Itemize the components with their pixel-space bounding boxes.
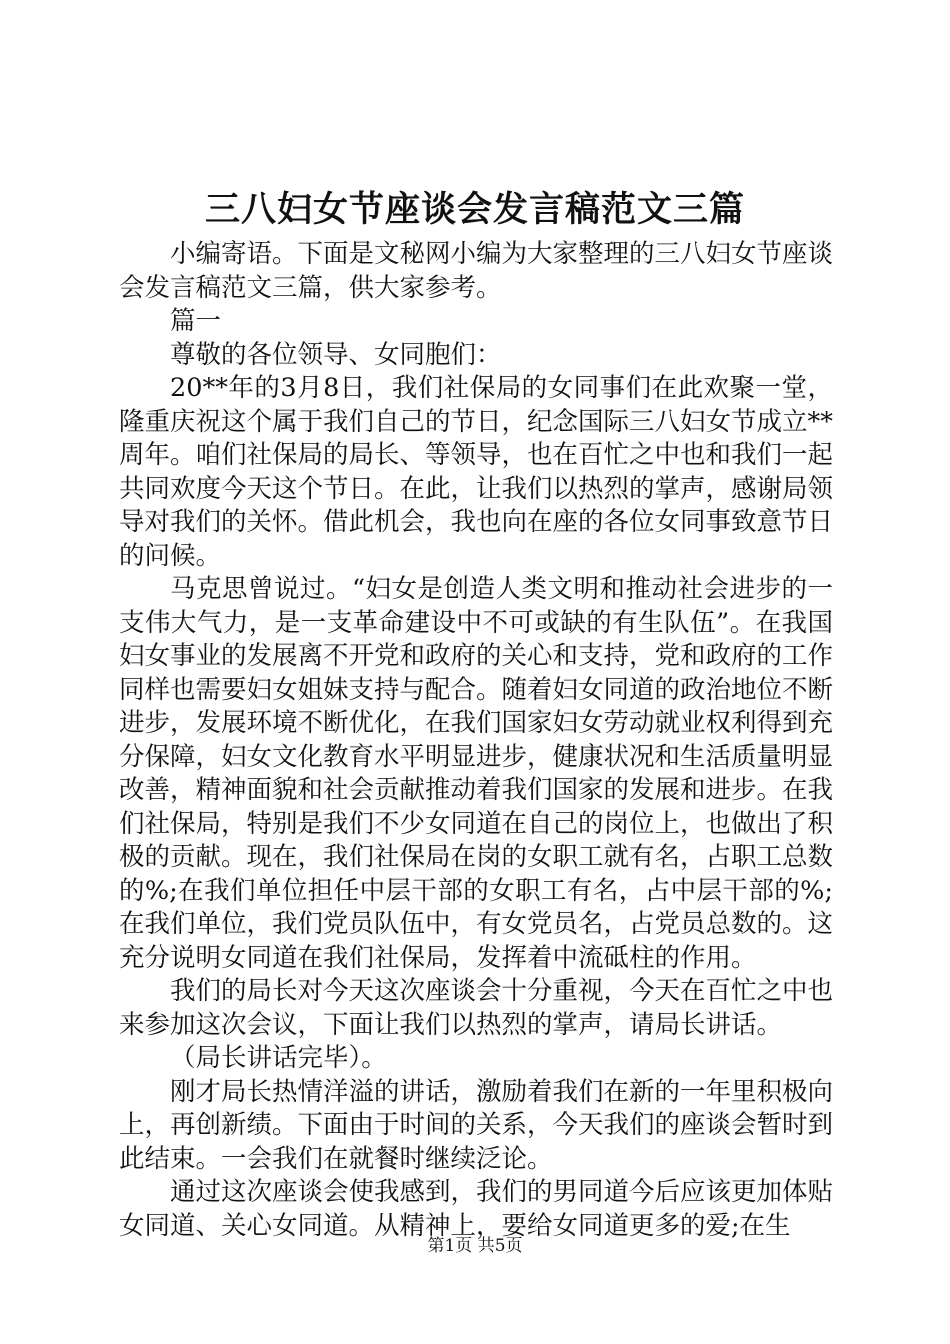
document-title: 三八妇女节座谈会发言稿范文三篇 xyxy=(204,189,745,230)
paragraph-stage-note: （局长讲话完毕）。 xyxy=(170,1043,387,1073)
paragraph-body: 马克思曾说过。“妇女是创造人类文明和推动社会进步的一支伟大气力，是一支革命建设中不可或缺的有生队伍”。在我国妇女事业的发展离不开党和政府的关心和支持，党和政府的工作同样也需要妇女姐妹支持与配合。随着妇女同道的政治地位不断进步，发展环境不断优化，在我们国家妇女劳动就业权利得到充分保障，妇女文化教育水平明显进步，健康状况和生活质量明显改善，精神面貌和社会贡献推动着我们国家的发展和进步。在我们社保局，特别是我们不少女同道在自己的岗位上，也做出了积极的贡献。现在，我们社保局在岗的女职工就有名，占职工总数的%;在我们单位担任中层干部的女职工有名，占中层干部的%;在我们单位，我们党员队伍中，有女党员名，占党员总数的。这充分说明女同道在我们社保局，发挥着中流砥柱的作用。 xyxy=(119,574,834,973)
page-number-footer: 第1页 共5页 xyxy=(427,1236,523,1256)
paragraph-body: 刚才局长热情洋溢的讲话，激励着我们在新的一年里积极向上，再创新绩。下面由于时间的关系，今天我们的座谈会暂时到此结束。一会我们在就餐时继续泛论。 xyxy=(119,1076,834,1174)
document-body xyxy=(119,238,833,1243)
paragraph-body: 我们的局长对今天这次座谈会十分重视，今天在百忙之中也来参加这次会议，下面让我们以热烈的掌声，请局长讲话。 xyxy=(119,976,834,1040)
paragraph-body: 20**年的3月8日，我们社保局的女同事们在此欢聚一堂，隆重庆祝这个属于我们自己的节日，纪念国际三八妇女节成立**周年。咱们社保局的局长、等领导，也在百忙之中也和我们一起共同欢度今天这个节日。在此，让我们以热烈的掌声，感谢局领导对我们的关怀。借此机会，我也向在座的各位女同事致意节日的问候。 xyxy=(119,373,834,571)
paragraph-section-heading: 篇一 xyxy=(170,306,222,336)
paragraph-body: 通过这次座谈会使我感到，我们的男同道今后应该更加体贴女同道、关心女同道。从精神上，要给女同道更多的爱;在生 xyxy=(119,1177,834,1241)
paragraph-salutation: 尊敬的各位领导、女同胞们： xyxy=(170,339,502,370)
paragraph-intro: 小编寄语。下面是文秘网小编为大家整理的三八妇女节座谈会发言稿范文三篇，供大家参考。 xyxy=(119,239,834,303)
